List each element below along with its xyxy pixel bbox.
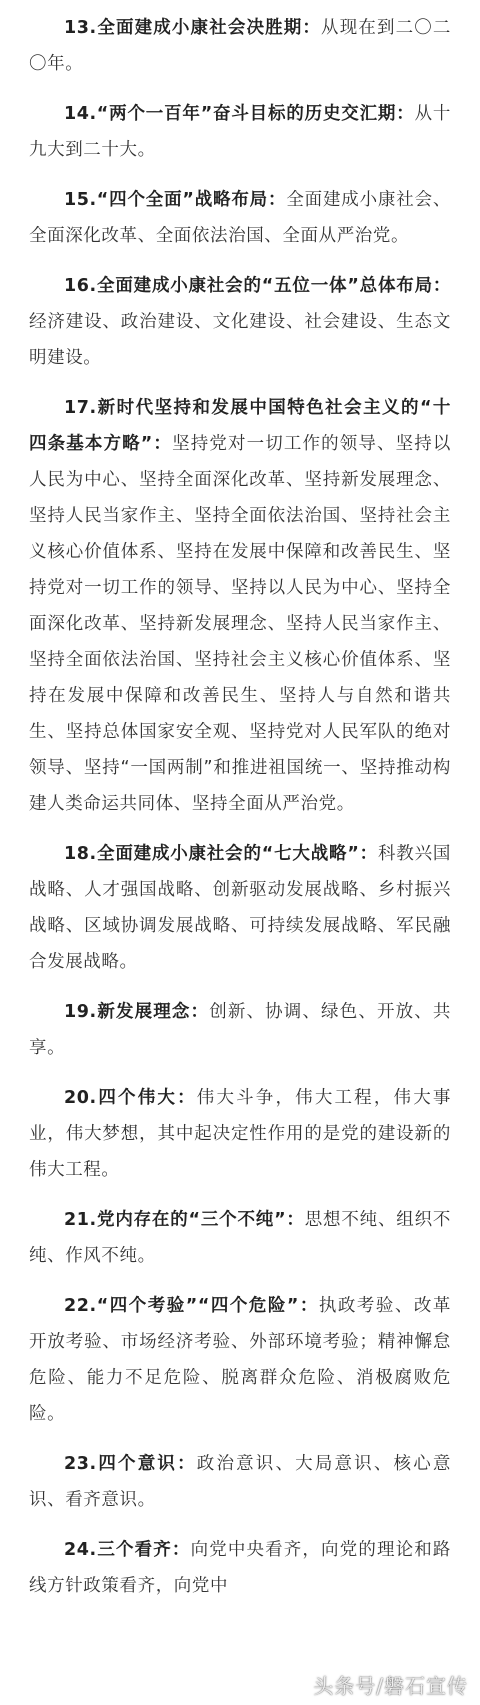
item-text: 全面建成小康社会、全面深化改革、全面依法治国、全面从严治党。 [29,190,451,246]
list-item [29,390,451,822]
item-heading: 16.全面建成小康社会的“五位一体”总体布局： [64,276,451,296]
watermark: 头条号/磐石宣传 [313,1674,468,1698]
item-text: 经济建设、政治建设、文化建设、社会建设、生态文明建设。 [29,312,451,368]
item-text: 创新、协调、绿色、开放、共享。 [29,1002,451,1058]
item-heading: 22.“四个考验”“四个危险”： [64,1296,319,1316]
list-item [29,1202,451,1274]
list-item [29,1532,451,1604]
list-item [29,182,451,254]
item-text: 伟大斗争，伟大工程，伟大事业，伟大梦想，其中起决定性作用的是党的建设新的伟大工程。 [29,1088,451,1180]
item-heading: 15.“四个全面”战略布局： [64,190,287,210]
item-heading: 19.新发展理念： [64,1002,210,1022]
item-heading: 20.四个伟大： [64,1088,197,1108]
item-text: 向党中央看齐，向党的理论和路线方针政策看齐，向党中 [29,1540,451,1596]
item-heading: 21.党内存在的“三个不纯”： [64,1210,305,1230]
list-item [29,1288,451,1432]
item-heading: 14.“两个一百年”奋斗目标的历史交汇期： [64,104,415,124]
item-text: 执政考验、改革开放考验、市场经济考验、外部环境考验；精神懈怠危险、能力不足危险、脱离群众危险、消极腐败危险。 [29,1296,452,1424]
item-text: 坚持党对一切工作的领导、坚持以人民为中心、坚持全面深化改革、坚持新发展理念、坚持人民当家作主、坚持全面依法治国、坚持社会主义核心价值体系、坚持在发展中保障和改善民生、坚持党对一切工作的领导、坚持以人民为中心、坚持全面深化改革、坚持新发展理念、坚持人民当家作主、坚持全面依法治国、坚持社会主义核心价值体系、坚持在发展中保障和改善民生、坚持人与自然和谐共生、坚持总体国家安全观、坚持党对人民军队的绝对领导、坚持“一国两制”和推进祖国统一、坚持推动构建人类命运共同体、坚持全面从严治党。 [29,434,451,814]
list-item [29,836,451,980]
item-text: 科教兴国战略、人才强国战略、创新驱动发展战略、乡村振兴战略、区域协调发展战略、可持续发展战略、军民融合发展战略。 [29,844,451,972]
item-text: 从现在到二〇二〇年。 [29,18,451,74]
article-body [29,10,451,1618]
item-heading: 24.三个看齐： [64,1540,191,1560]
item-heading: 17.新时代坚持和发展中国特色社会主义的“十四条基本方略”： [29,398,451,454]
item-text: 从十九大到二十大。 [29,104,451,160]
list-item [29,994,451,1066]
list-item [29,10,451,82]
item-heading: 13.全面建成小康社会决胜期： [64,18,322,38]
list-item [29,1446,451,1518]
item-text: 政治意识、大局意识、核心意识、看齐意识。 [29,1454,451,1510]
list-item [29,96,451,168]
list-item [29,1080,451,1188]
item-heading: 18.全面建成小康社会的“七大战略”： [64,844,378,864]
item-text: 思想不纯、组织不纯、作风不纯。 [29,1210,451,1266]
item-heading: 23.四个意识： [64,1454,197,1474]
list-item [29,268,451,376]
